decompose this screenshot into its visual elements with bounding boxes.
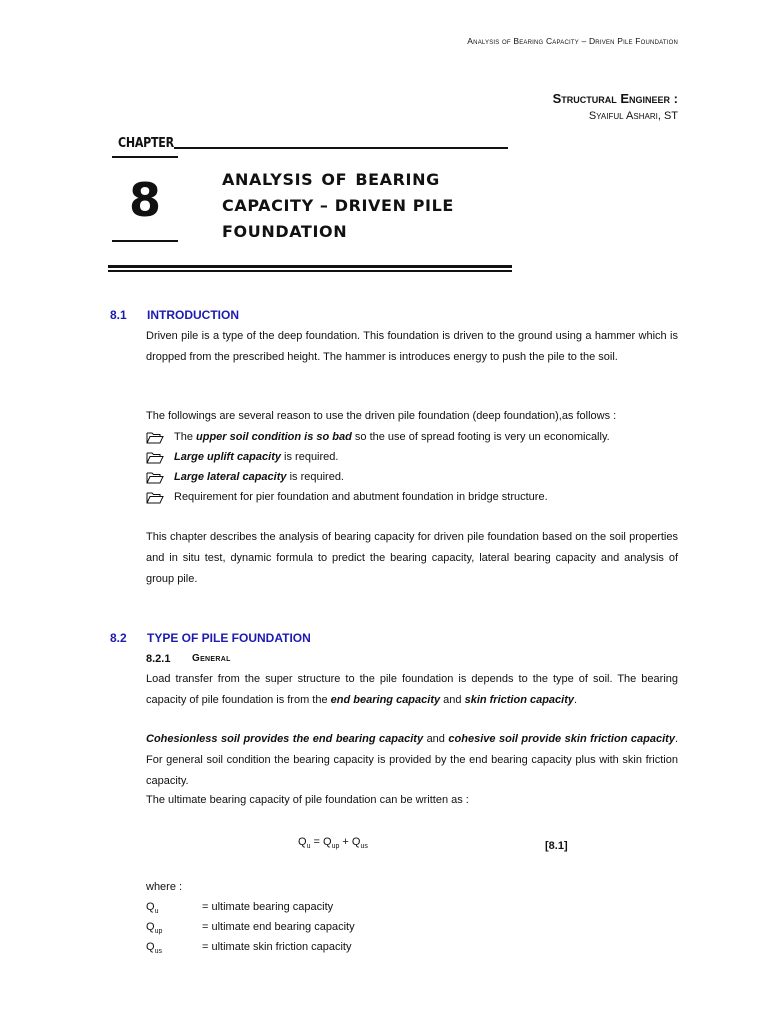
list-item: Large lateral capacity is required. (146, 467, 344, 487)
equation: $Q_u = Q_{up} + Q_{us}$ (298, 836, 368, 851)
subsection-title: General (192, 653, 231, 664)
author-role: Structural Engineer : (552, 91, 678, 106)
open-folder-icon (146, 471, 164, 483)
title-double-rule-top (108, 265, 512, 268)
chapter-number-rule-bottom (112, 240, 178, 242)
running-header: Analysis of Bearing Capacity – Driven Pile Foundation (467, 36, 678, 46)
chapter-number-rule-top (112, 156, 178, 158)
definition-symbol: $Q_{up}$ (146, 921, 163, 936)
where-label: where : (146, 881, 183, 893)
chapter-description: This chapter describes the analysis of bearing capacity for driven pile foundation based on the soil properties and in situ test, dynamic formula to predict the bearing capacity, lateral bearing capacity and analysis of group pile. (146, 531, 678, 585)
author-name: Syaiful Ashari, ST (588, 110, 678, 122)
subsection-number: 8.2.1 (146, 653, 171, 665)
section-title: TYPE OF PILE FOUNDATION (147, 631, 311, 645)
title-double-rule-bottom (108, 270, 512, 272)
chapter-title-line-1: ANALYSIS OF BEARING (222, 170, 440, 189)
equation-intro: The ultimate bearing capacity of pile foundation can be written as : (146, 794, 469, 806)
intro-paragraph: Driven pile is a type of the deep foundation. This foundation is driven to the ground using a hammer which is dropped from the prescribed height. The hammer is introduces energy to push the pile to the soil. (146, 330, 678, 363)
section-title: INTRODUCTION (147, 308, 239, 322)
list-item: The upper soil condition is so bad so the use of spread footing is very un economically. (146, 427, 610, 447)
chapter-title-line-3: FOUNDATION (222, 222, 348, 241)
section-number: 8.2 (110, 631, 127, 645)
chapter-rule (174, 147, 508, 149)
open-folder-icon (146, 431, 164, 443)
chapter-title-line-2: CAPACITY – DRIVEN PILE (222, 196, 454, 215)
definition-symbol: $Q_{us}$ (146, 941, 162, 956)
equation-number: [8.1] (545, 840, 568, 852)
chapter-label: CHAPTER (118, 136, 174, 151)
definition-text: = ultimate end bearing capacity (202, 921, 355, 933)
definition-text: = ultimate skin friction capacity (202, 941, 352, 953)
section-number: 8.1 (110, 308, 127, 322)
reasons-intro: The followings are several reason to use the driven pile foundation (deep foundation),as follows : (146, 410, 617, 422)
soil-type-paragraph: Cohesionless soil provides the end bearing capacity and cohesive soil provide skin friction capacity. For general soil condition the bearing capacity is provided by the end bearing capacity plus with skin friction capacity. (146, 733, 679, 787)
definition-text: = ultimate bearing capacity (202, 901, 334, 913)
chapter-number: 8 (128, 173, 161, 227)
list-item: Large uplift capacity is required. (146, 447, 338, 467)
open-folder-icon (146, 451, 164, 463)
open-folder-icon (146, 491, 164, 503)
definition-symbol: $Q_u$ (146, 901, 159, 916)
list-item: Requirement for pier foundation and abutment foundation in bridge structure. (146, 487, 548, 507)
load-transfer-paragraph: Load transfer from the super structure to the pile foundation is depends to the type of soil. The bearing capacity of pile foundation is from the end bearing capacity and skin friction capacity. (146, 673, 678, 706)
